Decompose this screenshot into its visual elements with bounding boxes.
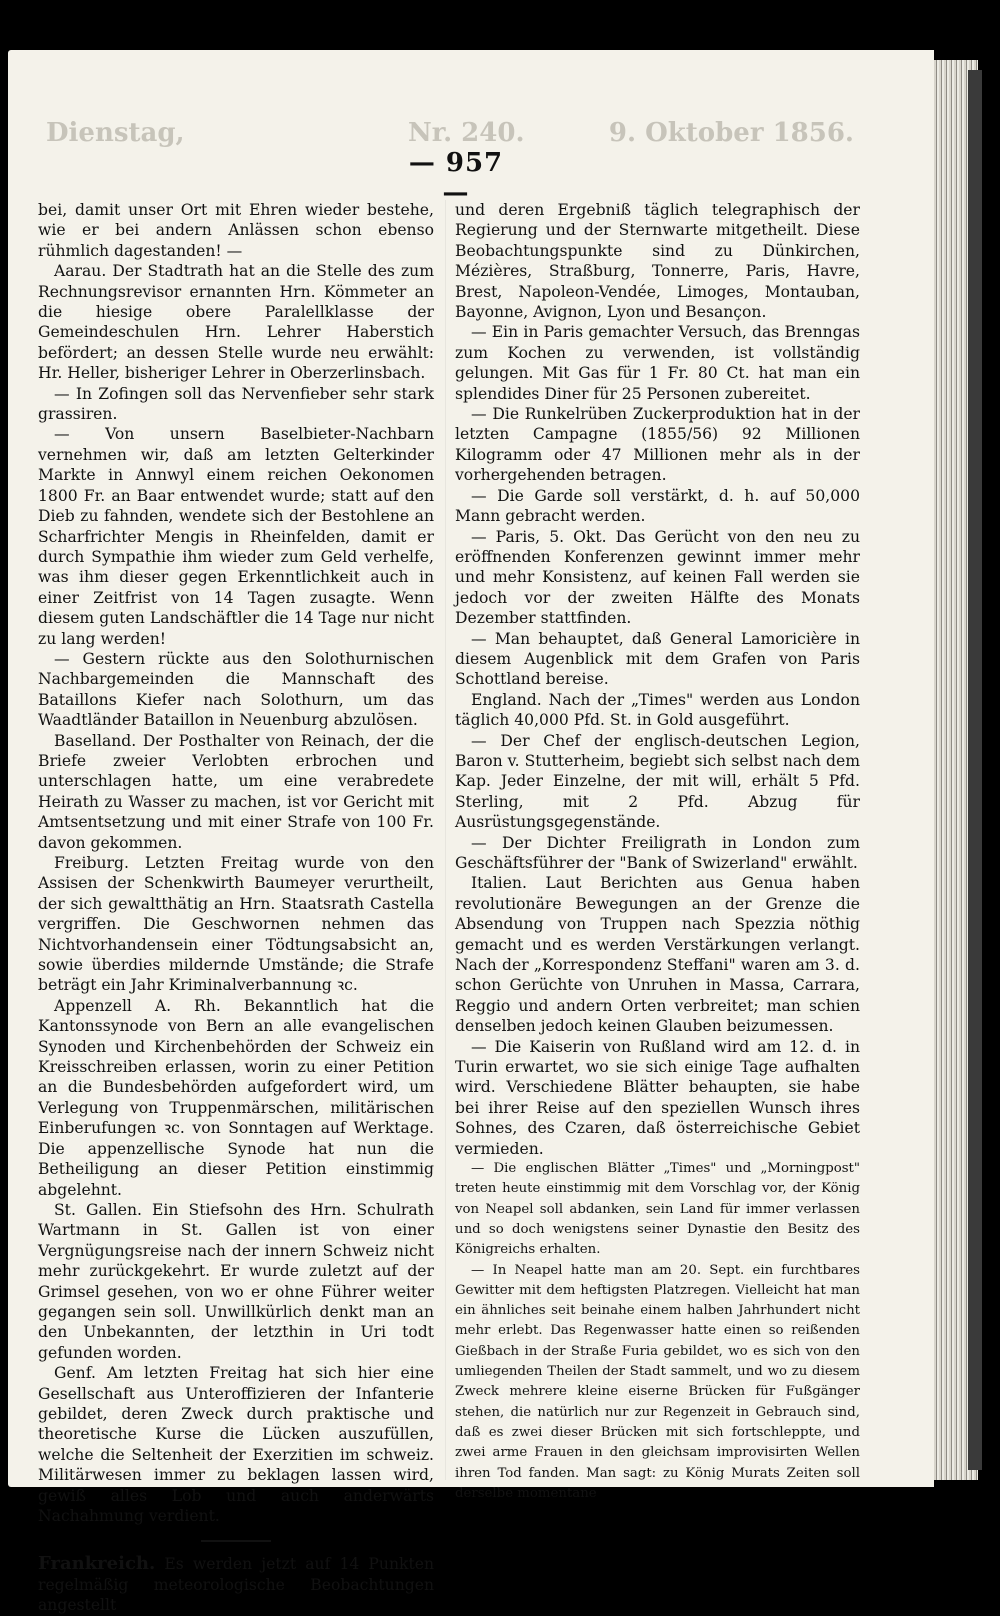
article-appenzell: Appenzell A. Rh. Bekanntlich hat die Kantonssynode von Bern an alle evangelischen Synoden und Kirchenbehörden der Schweiz ein Kreisschreiben erlassen, worin zu einer Petition an die Bundesbehörden aufgefordert wird, um Verlegung von Truppenmärschen, militärischen Einberufungen ꝛc. von Sonntagen auf Werktage. Die appenzellische Synode hat nun die Betheiligung an dieser Petition einstimmig abgelehnt.	[38, 996, 434, 1199]
article-st-gallen: St. Gallen. Ein Stiefsohn des Hrn. Schulrath Wartmann in St. Gallen ist von einer Vergnügungsreise nach der innern Schweiz nicht mehr zurückgekehrt. Er wurde zuletzt auf der Grimsel gesehen, von wo er ohne Führer weiter gegangen sein soll. Unwillkürlich denkt man an den Unbekannten, der letzthin in Uri todt gefunden worden.	[38, 1200, 434, 1362]
article-freiburg: Freiburg. Letzten Freitag wurde von den Assisen der Schenkwirth Baumeyer verurtheilt, der sich gewaltthätig an Hrn. Staatsrath Castella vergriffen. Die Geschwornen nehmen das Nichtvorhandensein einer Tödtungsabsicht an, sowie überdies mildernde Umstände; die Strafe beträgt ein Jahr Kriminalverbannung ꝛc.	[38, 854, 434, 995]
section-divider	[201, 1540, 271, 1542]
article-brenngas: — Ein in Paris gemachter Versuch, das Brenngas zum Kochen zu verwenden, ist vollständig gelungen. Mit Gas für 1 Fr. 80 Ct. hat man ein splendides Diner für 25 Personen zubereitet.	[455, 323, 860, 403]
article-solothurn: — Gestern rückte aus den Solothurnischen Nachbargemeinden die Mannschaft des Bataillons Kiefer nach Solothurn, um das Waadtländer Bataillon in Neuenburg abzulösen.	[38, 649, 434, 730]
section-heading-frankreich: Frankreich.	[38, 1553, 156, 1575]
article-baselbiet: — Von unsern Baselbieter-Nachbarn vernehmen wir, daß am letzten Gelterkinder Markte in Annwyl einem reichen Oekonomen 1800 Fr. an Baar entwendet wurde; statt auf den Dieb zu fahnden, wendete sich der Bestohlene an Scharfrichter Mengis in Rheinfelden, damit er durch Sympathie ihm wieder zum Geld verhelfe, was ihm dieser gegen Erkenntlichkeit auch in einer Zeitfrist von 14 Tagen zusagte. Wenn diesem guten Landschäftler die 14 Tage nur nicht zu lang werden!	[38, 425, 434, 648]
article-paragraph: und deren Ergebniß täglich telegraphisch der Regierung und der Sternwarte mitgetheilt. Diese Beobachtungspunkte sind zu Dünkirchen, Mézières, Straßburg, Tonnerre, Paris, Havre, Brest, Napoleon-Vendée, Limoges, Montauban, Bayonne, Avignon, Lyon und Besançon.	[455, 201, 860, 322]
article-lamoriciere: — Man behauptet, daß General Lamoricière in diesem Augenblick mit dem Grafen von Paris Schottland bereise.	[455, 629, 860, 689]
article-legion: — Der Chef der englisch-deutschen Legion, Baron v. Stutterheim, begiebt sich selbst nach dem Kap. Jeder Einzelne, der mit will, erhält 5 Pfd. Sterling, mit 2 Pfd. Abzug für Ausrüstungsgegenstände.	[455, 731, 860, 832]
article-freiligrath: — Der Dichter Freiligrath in London zum Geschäftsführer der "Bank of Swizerland" erwählt.	[455, 833, 860, 872]
article-neapel-gewitter: — In Neapel hatte man am 20. Sept. ein furchtbares Gewitter mit dem heftigsten Platzregen. Vielleicht hat man ein ähnliches seit beinahe einem halben Jahrhundert nicht mehr erlebt. Das Regenwasser hatte einen so reißenden Gießbach in der Straße Furia gebildet, wo es sich von den umliegenden Theilen der Stadt sammelt, und wo zu diesem Zweck mehrere kleine eiserne Brücken für Fußgänger stehen, die natürlich nur zur Regenzeit in Gebrauch sind, daß es zwei dieser Brücken mit sich fortschleppte, und zwei arme Frauen in den gleichsam improvisirten Wellen ihren Tod fanden. Man sagt: zu König Murats Zeiten soll derselbe momentane	[455, 1262, 860, 1501]
article-paris-konferenzen: — Paris, 5. Okt. Das Gerücht von den neu zu eröffnenden Konferenzen gewinnt immer mehr und mehr Konsistenz, auf keinen Fall werden sie jedoch vor der zweiten Hälfte des Monats Dezember stattfinden.	[455, 527, 860, 628]
ghost-date: 9. Oktober 1856.	[608, 118, 854, 148]
article-genf: Genf. Am letzten Freitag hat sich hier eine Gesellschaft aus Unteroffizieren der Infanterie gebildet, deren Zweck durch praktische und theoretische Kurse die Lücken auszufüllen, welche die Seltenheit der Exerzitien im schweiz. Militärwesen immer zu beklagen lassen wird, gewiß alles Lob und auch anderwärts Nachahmung verdient.	[38, 1364, 434, 1525]
article-england: England. Nach der „Times" werden aus London täglich 40,000 Pfd. St. in Gold ausgeführt.	[455, 690, 860, 730]
article-neapel-abdankung: — Die englischen Blätter „Times" und „Morningpost" treten heute einstimmig mit dem Vorschlag vor, der König von Neapel soll abdanken, sein Land für immer verlassen und so doch wenigstens seiner Dynastie den Besitz des Königreichs erhalten.	[455, 1161, 860, 1258]
ghost-weekday: Dienstag,	[46, 118, 185, 148]
article-garde: — Die Garde soll verstärkt, d. h. auf 50,000 Mann gebracht werden.	[455, 486, 860, 526]
frankreich-text: Es werden jetzt auf 14 Punkten regelmäßig meteorologische Beobachtungen angestellt	[38, 1555, 434, 1615]
page-number: — 957 —	[408, 148, 504, 208]
article-frankreich	[38, 1554, 434, 1615]
article-baselland: Baselland. Der Posthalter von Reinach, der die Briefe zweier Verlobten erbrochen und unterschlagen hatte, um eine verabredete Heirath zu Wasser zu machen, ist vor Gericht mit Amtsentsetzung und mit einer Strafe von 100 Fr. davon gekommen.	[38, 731, 434, 852]
article-kaiserin: — Die Kaiserin von Rußland wird am 12. d. in Turin erwartet, wo sie sich einige Tage aufhalten wird. Verschiedene Blätter behaupten, sie habe bei ihrer Reise auf den speziellen Wunsch ihres Sohnes, des Czaren, daß österreichische Gebiet vermieden.	[455, 1037, 860, 1158]
right-column	[455, 200, 860, 1504]
left-column	[38, 200, 434, 1616]
book-edge-shadow	[968, 70, 982, 1470]
small-print-section	[455, 1159, 860, 1504]
article-aarau: Aarau. Der Stadtrath hat an die Stelle des zum Rechnungsrevisor ernannten Hrn. Kömmeter an die hiesige obere Paralellklasse der Gemeindeschulen Hrn. Lehrer Haberstich befördert; an dessen Stelle wurde neu erwählt: Hr. Heller, bisheriger Lehrer in Oberzerlinsbach.	[38, 262, 434, 383]
column-gutter	[445, 200, 446, 1480]
article-paragraph: bei, damit unser Ort mit Ehren wieder bestehe, wie er bei andern Anlässen schon ebenso rühmlich dagestanden! —	[38, 201, 434, 260]
newspaper-page	[8, 50, 934, 1615]
ghost-issue-number: Nr. 240.	[408, 118, 525, 148]
article-runkelrueben: — Die Runkelrüben Zuckerproduktion hat in der letzten Campagne (1855/56) 92 Millionen Kilogramm oder 47 Millionen mehr als in der vorhergehenden betragen.	[455, 405, 860, 485]
article-zofingen: — In Zofingen soll das Nervenfieber sehr stark grassiren.	[38, 384, 434, 424]
article-italien: Italien. Laut Berichten aus Genua haben revolutionäre Bewegungen an der Grenze die Absendung von Truppen nach Spezzia nöthig gemacht und es werden Verstärkungen verlangt. Nach der „Korrespondenz Steffani" waren am 3. d. schon Gerüchte von Unruhen in Massa, Carrara, Reggio und andern Orten verbreitet; man schien denselben jedoch keinen Glauben beizumessen.	[455, 874, 860, 1036]
